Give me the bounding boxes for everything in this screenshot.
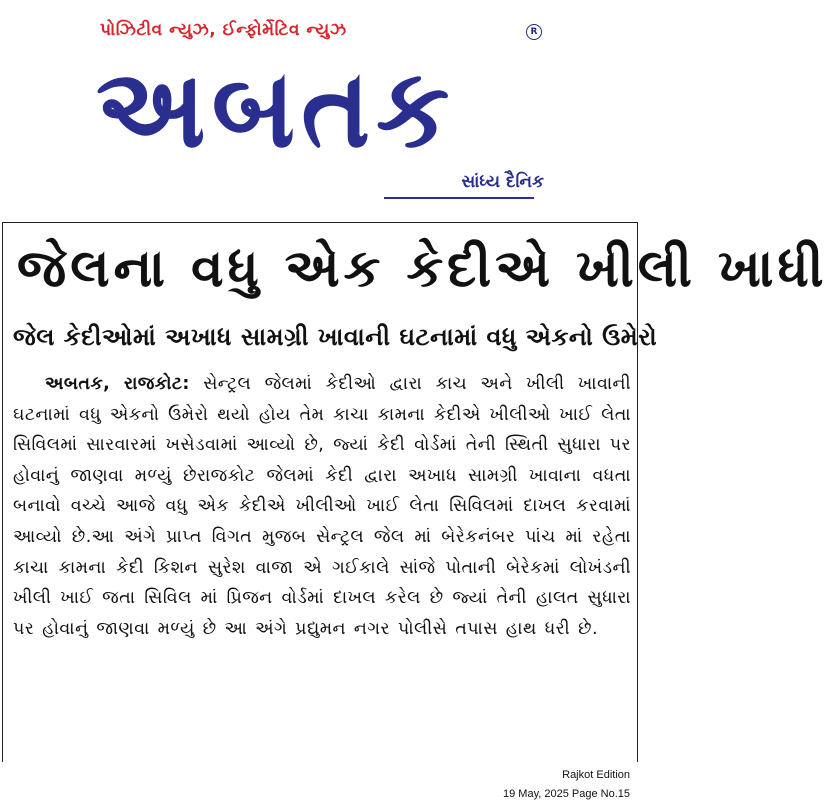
article-body-text: સેન્ટ્રલ જેલમાં કેદીઓ દ્વારા કાચ અને ખીલી ખાવાની ઘટનામાં વધુ એકનો ઉમેરો થયો હોય તેમ કાચા કામના કેદીએ ખીલીઓ ખાઈ લેતા સિવિલમાં સારવારમાં ખસેડવામાં આવ્યો છે, જ્યાં કેદી વોર્ડમાં તેની સ્થિતી સુધારા પર હોવાનું જાણવા મળ્યું છેરાજકોટ જેલમાં કેદી દ્વારા અખાધ સામગ્રી ખાવાના વધતા બનાવો વચ્ચે આજે વધુ એક કેદીએ ખીલીઓ ખાઈ લેતા સિવિલમાં દાખલ કરવામાં આવ્યો છે.આ અંગે પ્રાપ્ત વિગત મુજબ સેન્ટ્રલ જેલ માં બેરેકનંબર પાંચ માં રહેતા કાચા કામના કેદી કિશન સુરેશ વાજા એ ગઈકાલે સાંજે પોતાની બેરેકમાં લોખંડની ખીલી ખાઈ જતા સિવિલ માં પ્રિજન વોર્ડમાં દાખલ કરેલ છે જ્યાં તેની હાલત સુધારા પર હોવાનું જાણવા મળ્યું છે આ અંગે પ્રદ્યુમન નગર પોલીસે તપાસ હાથ ધરી છે. xyxy=(13,374,631,639)
edition-label: Rajkot Edition xyxy=(562,769,630,781)
registered-trademark-icon: R xyxy=(526,24,542,40)
news-article xyxy=(2,222,828,762)
article-body xyxy=(13,369,631,644)
masthead-underline xyxy=(384,197,534,199)
date-page-label: 19 May, 2025 Page No.15 xyxy=(503,788,630,800)
page-footer xyxy=(430,766,630,804)
article-headline: જેલના વધુ એક કેદીએ ખીલી ખાધી xyxy=(17,239,828,299)
article-subheadline: જેલ કેદીઓમાં અખાધ સામગ્રી ખાવાની ઘટનામાં વધુ એકનો ઉમેરો xyxy=(13,323,658,351)
article-dateline: અબતક, રાજકોટ: xyxy=(45,374,190,394)
masthead-tagline: પોઝિટીવ ન્યુઝ, ઈન્ફોર્મેટિવ ન્યુઝ xyxy=(100,20,347,40)
newspaper-logo: અબતક xyxy=(96,44,456,173)
masthead xyxy=(0,0,640,212)
masthead-subtag: સાંધ્ય દૈનિક xyxy=(461,172,544,192)
